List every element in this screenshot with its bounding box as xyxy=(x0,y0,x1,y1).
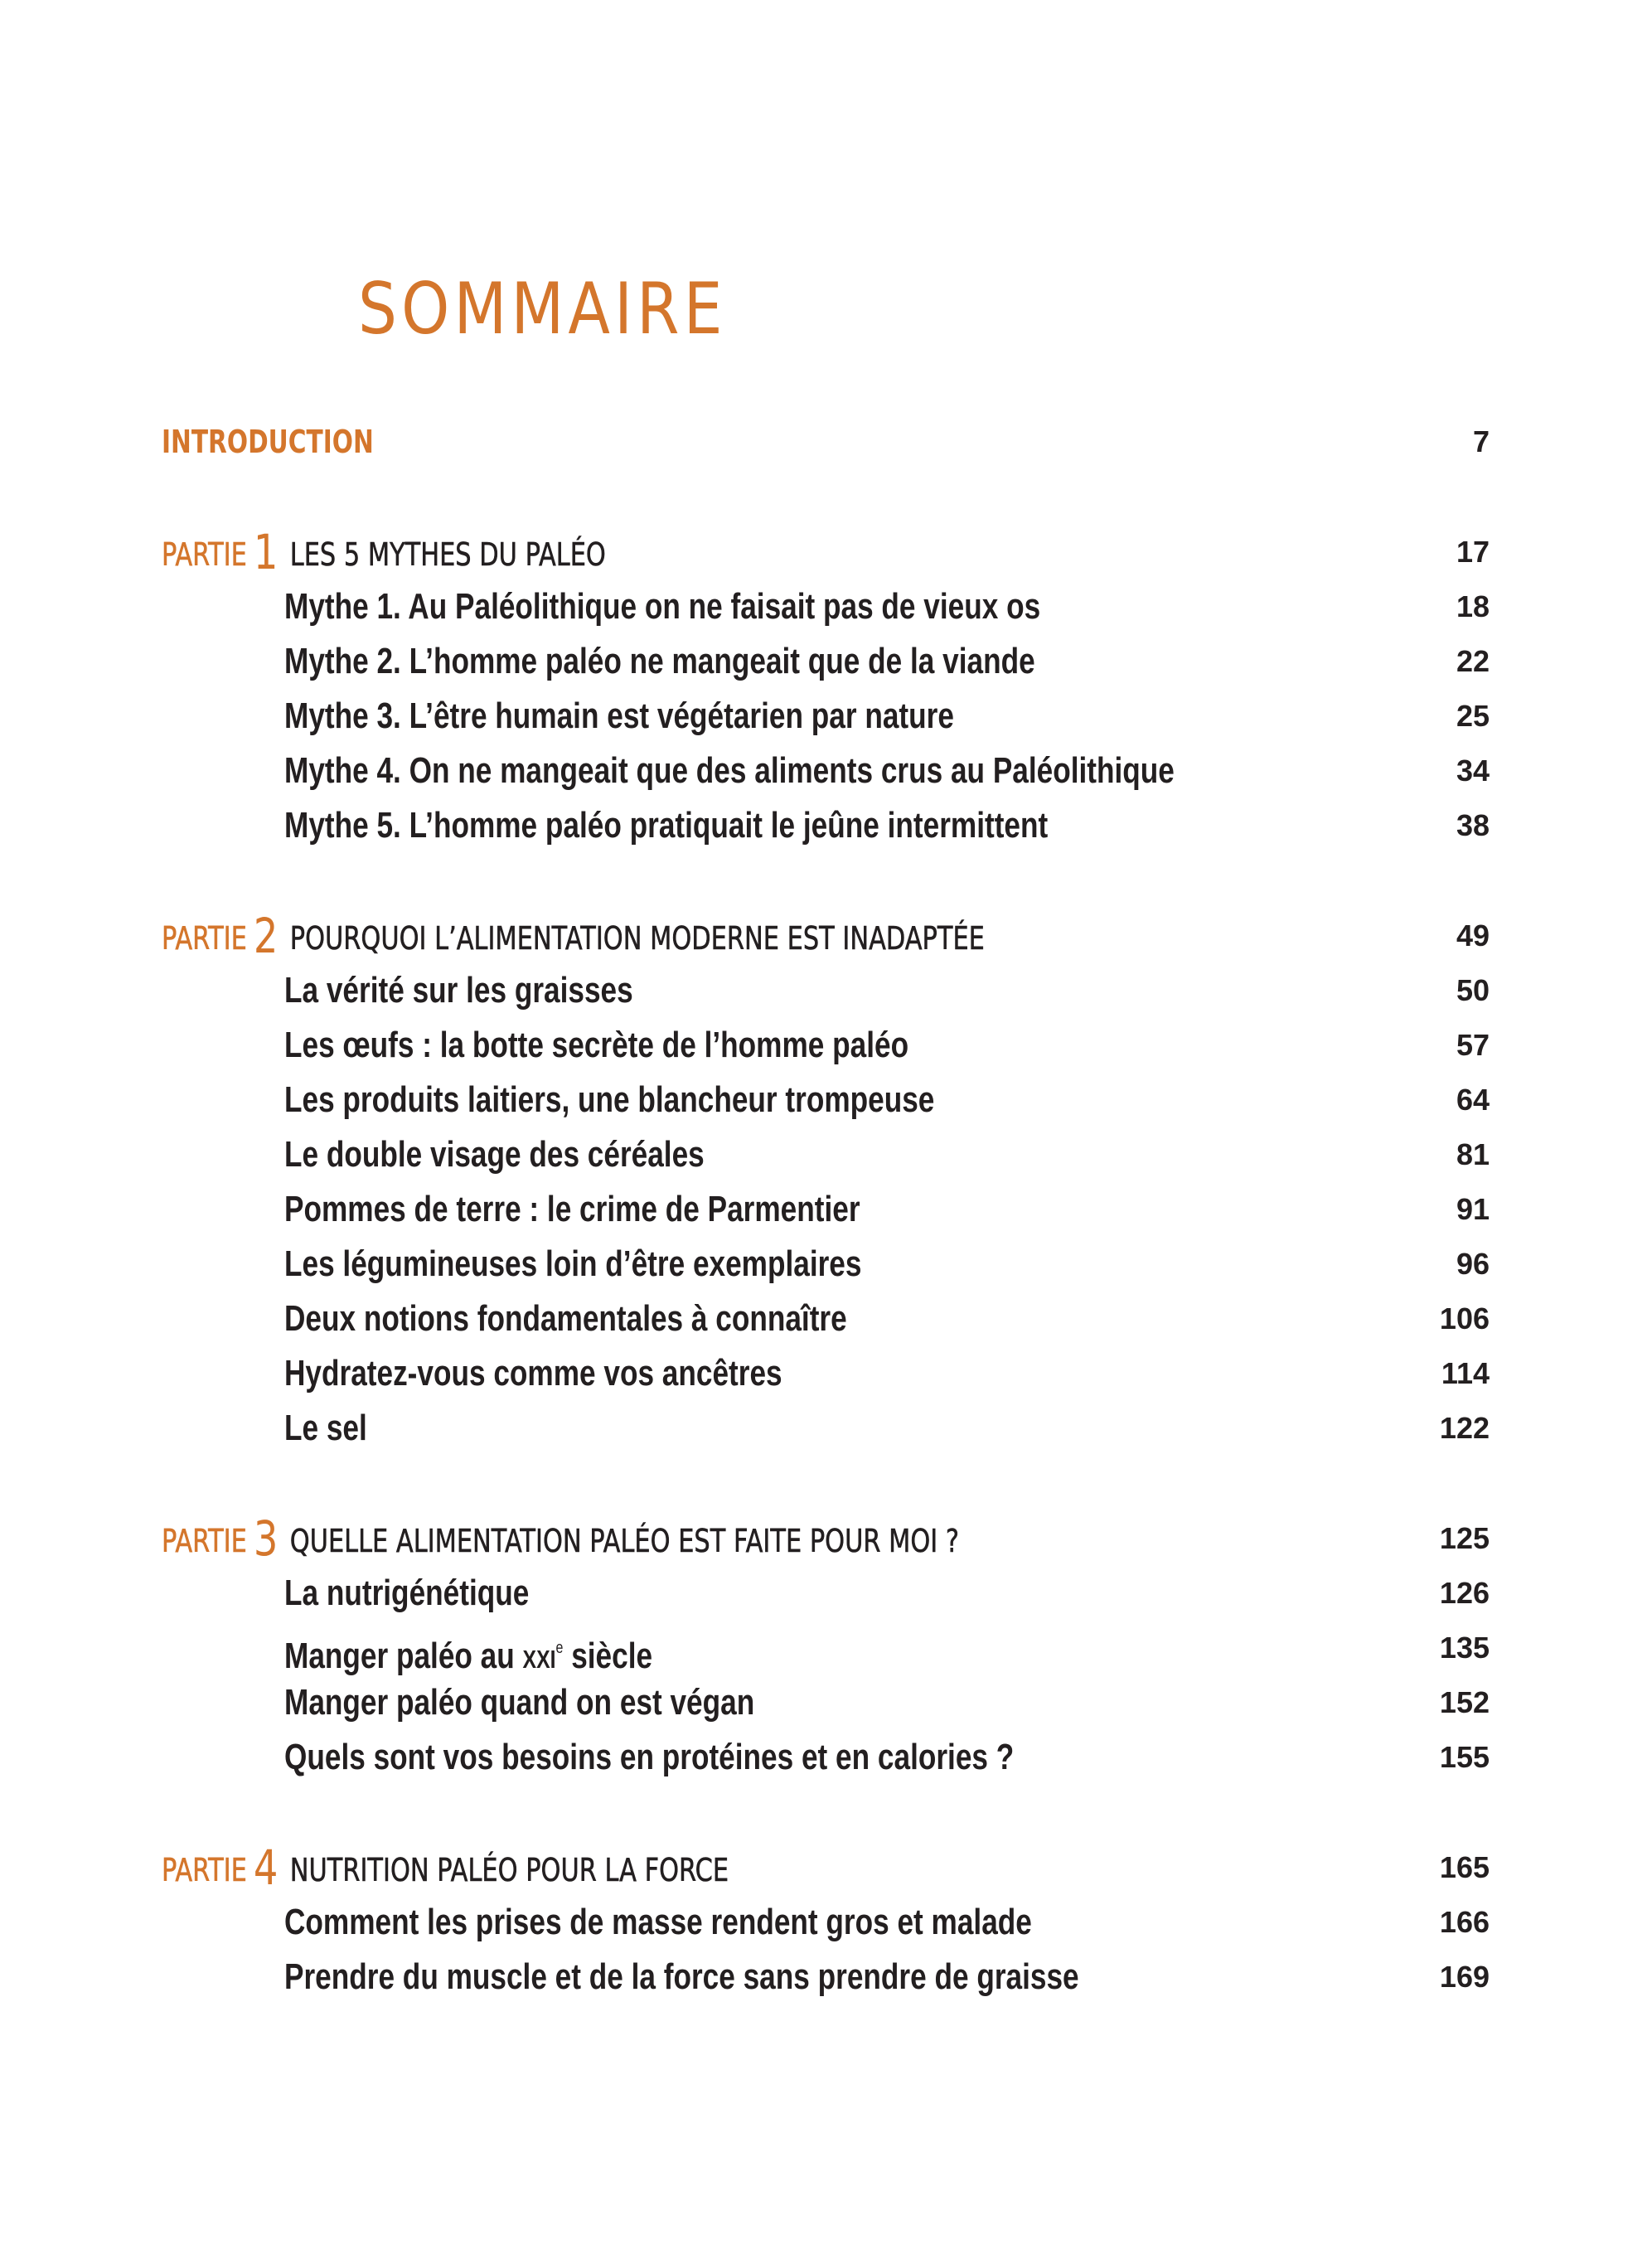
page-number: 18 xyxy=(1456,589,1490,623)
page-number: 50 xyxy=(1456,973,1490,1007)
part-heading xyxy=(162,1510,960,1567)
chapter-title: Prendre du muscle et de la force sans prendre de graisse xyxy=(284,1956,1079,1997)
part-number: 1 xyxy=(253,524,279,580)
part-heading xyxy=(162,908,985,964)
page-number: 135 xyxy=(1439,1631,1490,1665)
chapter-title: Pommes de terre : le crime de Parmentier xyxy=(284,1189,860,1229)
toc-part-2-heading[interactable] xyxy=(0,908,1652,964)
toc-chapter[interactable] xyxy=(0,1898,1652,1947)
chapter-title: Deux notions fondamentales à connaître xyxy=(284,1298,847,1339)
toc-chapter[interactable] xyxy=(0,1130,1652,1180)
toc-chapter[interactable] xyxy=(0,637,1652,686)
toc-chapter[interactable] xyxy=(0,1403,1652,1453)
page-number: 169 xyxy=(1439,1960,1490,1994)
page-number: 38 xyxy=(1456,808,1490,842)
chapter-title: Mythe 5. L’homme paléo pratiquait le jeûne intermittent xyxy=(284,805,1049,846)
chapter-title: Les produits laitiers, une blancheur trompeuse xyxy=(284,1079,935,1120)
chapter-title xyxy=(284,1623,652,1681)
page-number: 165 xyxy=(1439,1850,1490,1884)
page-number: 7 xyxy=(1472,424,1490,458)
toc-chapter[interactable] xyxy=(0,746,1652,796)
page-number: 96 xyxy=(1456,1247,1490,1281)
toc-part-3-heading[interactable] xyxy=(0,1510,1652,1567)
toc-chapter[interactable] xyxy=(0,1733,1652,1782)
page-number: 22 xyxy=(1456,644,1490,678)
part-title: LES 5 MYTHES DU PALÉO xyxy=(289,536,606,573)
chapter-title: Les œufs : la botte secrète de l’homme paléo xyxy=(284,1025,909,1065)
chapter-title: Les légumineuses loin d’être exemplaires xyxy=(284,1243,862,1284)
part-number: 4 xyxy=(253,1839,279,1896)
page-number: 64 xyxy=(1456,1083,1490,1117)
chapter-title: Hydratez-vous comme vos ancêtres xyxy=(284,1353,782,1394)
chapter-title-end: siècle xyxy=(563,1636,653,1676)
toc-chapter[interactable] xyxy=(0,1678,1652,1728)
page-number: 91 xyxy=(1456,1192,1490,1226)
chapter-title: Quels sont vos besoins en protéines et en calories ? xyxy=(284,1737,1015,1777)
page-number: 125 xyxy=(1439,1521,1490,1555)
chapter-title: Le sel xyxy=(284,1408,367,1448)
toc-chapter[interactable] xyxy=(0,1075,1652,1125)
part-title: QUELLE ALIMENTATION PALÉO EST FAITE POUR MOI ? xyxy=(289,1523,960,1559)
part-number: 2 xyxy=(253,908,279,964)
toc-chapter[interactable] xyxy=(0,1568,1652,1618)
page-number: 166 xyxy=(1439,1905,1490,1939)
chapter-title: Mythe 3. L’être humain est végétarien par nature xyxy=(284,696,954,736)
part-heading xyxy=(162,1839,729,1896)
chapter-title: Comment les prises de masse rendent gros et malade xyxy=(284,1902,1032,1942)
page-title: SOMMAIRE xyxy=(358,268,727,351)
toc-chapter[interactable] xyxy=(0,1294,1652,1344)
toc-chapter[interactable] xyxy=(0,1349,1652,1398)
part-word: PARTIE xyxy=(162,1523,247,1559)
page-number: 106 xyxy=(1439,1301,1490,1335)
toc-chapter[interactable] xyxy=(0,1952,1652,2002)
page-number: 122 xyxy=(1439,1411,1490,1445)
toc-entry-introduction[interactable] xyxy=(0,417,1652,467)
page-number: 114 xyxy=(1441,1356,1490,1390)
page-number: 34 xyxy=(1456,754,1490,788)
toc-chapter[interactable] xyxy=(0,1185,1652,1234)
part-word: PARTIE xyxy=(162,536,247,573)
century-numeral: xxi xyxy=(522,1636,556,1676)
part-title: POURQUOI L’ALIMENTATION MODERNE EST INADAPTÉE xyxy=(289,920,985,957)
toc-chapter[interactable] xyxy=(0,582,1652,632)
page-number: 49 xyxy=(1456,919,1490,952)
toc-chapter[interactable] xyxy=(0,1239,1652,1289)
chapter-title: Manger paléo quand on est végan xyxy=(284,1682,755,1723)
toc-chapter[interactable] xyxy=(0,1623,1652,1676)
chapter-title: La vérité sur les graisses xyxy=(284,970,633,1011)
introduction-label: INTRODUCTION xyxy=(162,424,374,460)
chapter-title-start: Manger paléo au xyxy=(284,1636,523,1676)
chapter-title: Le double visage des céréales xyxy=(284,1134,705,1175)
part-word: PARTIE xyxy=(162,1852,247,1888)
page-number: 25 xyxy=(1456,699,1490,733)
part-word: PARTIE xyxy=(162,920,247,957)
toc-part-4-heading[interactable] xyxy=(0,1839,1652,1896)
toc-chapter[interactable] xyxy=(0,691,1652,741)
page-number: 17 xyxy=(1456,535,1490,569)
page-number: 155 xyxy=(1439,1740,1490,1774)
part-heading xyxy=(162,524,606,580)
page-number: 57 xyxy=(1456,1028,1490,1062)
page-number: 81 xyxy=(1456,1137,1490,1171)
chapter-title: Mythe 1. Au Paléolithique on ne faisait pas de vieux os xyxy=(284,586,1041,627)
part-title: NUTRITION PALÉO POUR LA FORCE xyxy=(289,1852,729,1888)
toc-chapter[interactable] xyxy=(0,966,1652,1015)
page-number: 126 xyxy=(1439,1576,1490,1610)
chapter-title: La nutrigénétique xyxy=(284,1573,530,1613)
century-superscript: e xyxy=(555,1639,564,1657)
toc-part-1-heading[interactable] xyxy=(0,524,1652,580)
part-number: 3 xyxy=(253,1510,279,1567)
chapter-title: Mythe 2. L’homme paléo ne mangeait que de la viande xyxy=(284,641,1035,681)
toc-chapter[interactable] xyxy=(0,1020,1652,1070)
chapter-title: Mythe 4. On ne mangeait que des aliments crus au Paléolithique xyxy=(284,750,1175,791)
toc-chapter[interactable] xyxy=(0,801,1652,851)
page-number: 152 xyxy=(1439,1685,1490,1719)
